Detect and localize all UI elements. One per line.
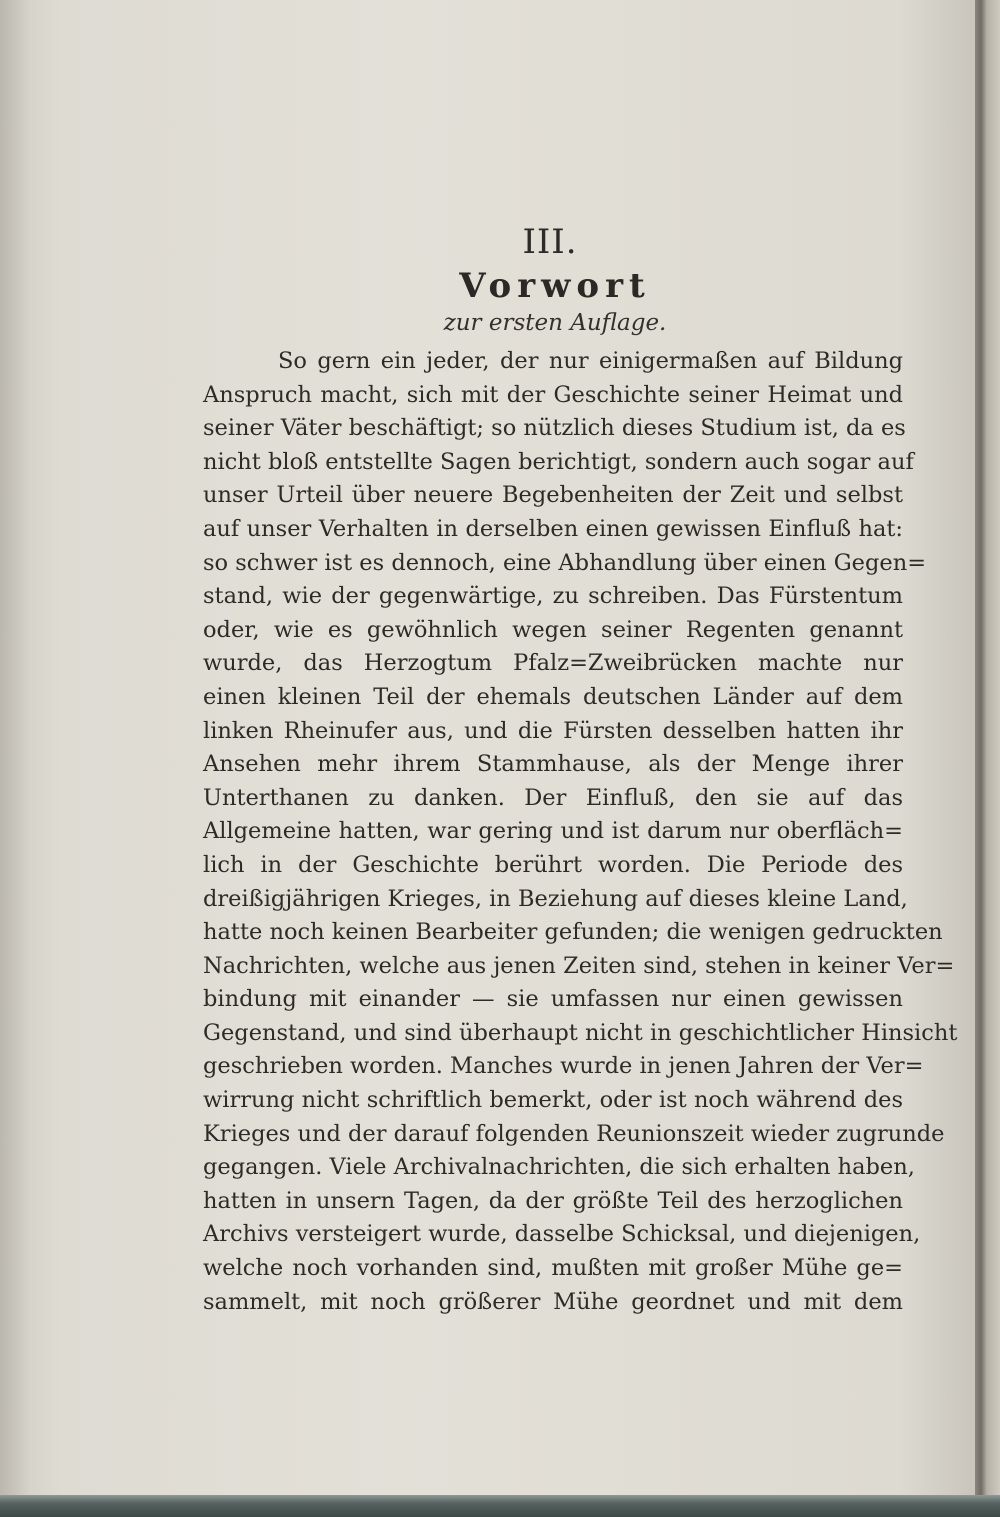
book-spine <box>975 0 1000 1517</box>
chapter-number: III. <box>522 222 578 262</box>
text-line: hatte noch keinen Bearbeiter gefunden; die wenigen gedruckten <box>203 919 943 946</box>
text-line: Ansehen mehr ihrem Stammhause, als der Menge ihrer <box>203 751 903 778</box>
text-line: Archivs versteigert wurde, dasselbe Schicksal, und diejenigen, <box>203 1221 921 1248</box>
book-cover-edge <box>0 1495 1000 1517</box>
text-line: stand, wie der gegenwärtige, zu schreiben. Das Fürstentum <box>203 583 903 610</box>
text-line: so schwer ist es dennoch, eine Abhandlung über einen Gegen= <box>203 549 927 576</box>
text-line: linken Rheinufer aus, und die Fürsten desselben hatten ihr <box>203 717 903 744</box>
text-line: sammelt, mit noch größerer Mühe geordnet und mit dem <box>203 1288 903 1315</box>
text-line: bindung mit einander — sie umfassen nur einen gewissen <box>203 986 903 1013</box>
text-line: oder, wie es gewöhnlich wegen seiner Regenten genannt <box>203 616 903 643</box>
body-paragraph <box>203 345 958 1319</box>
text-line: wirrung nicht schriftlich bemerkt, oder ist noch während des <box>203 1087 903 1114</box>
text-line: Nachrichten, welche aus jenen Zeiten sind, stehen in keiner Ver= <box>203 952 955 979</box>
text-line: So gern ein jeder, der nur einigermaßen auf Bildung <box>278 348 903 374</box>
text-line: Allgemeine hatten, war gering und ist darum nur oberfläch= <box>203 818 903 845</box>
text-line: dreißigjährigen Krieges, in Beziehung auf dieses kleine Land, <box>203 885 908 912</box>
text-line: geschrieben worden. Manches wurde in jenen Jahren der Ver= <box>203 1053 924 1080</box>
text-line: wurde, das Herzogtum Pfalz=Zweibrücken machte nur <box>203 650 903 677</box>
text-line: gegangen. Viele Archivalnachrichten, die sich erhalten haben, <box>203 1154 915 1181</box>
text-line: Krieges und der darauf folgenden Reunionszeit wieder zugrunde <box>203 1120 945 1147</box>
text-line: Gegenstand, und sind überhaupt nicht in geschichtlicher Hinsicht <box>203 1019 958 1046</box>
text-line: hatten in unsern Tagen, da der größte Teil des herzoglichen <box>203 1187 903 1214</box>
text-line: unser Urteil über neuere Begebenheiten der Zeit und selbst <box>203 482 903 509</box>
text-line: nicht bloß entstellte Sagen berichtigt, sondern auch sogar auf <box>203 448 914 475</box>
text-line: einen kleinen Teil der ehemals deutschen Länder auf dem <box>203 683 903 710</box>
text-line: seiner Väter beschäftigt; so nützlich dieses Studium ist, da es <box>203 415 906 442</box>
text-line: lich in der Geschichte berührt worden. Die Periode des <box>203 851 903 878</box>
chapter-title: Vorwort <box>459 266 651 306</box>
chapter-subtitle: zur ersten Auflage. <box>443 310 667 336</box>
text-line: Anspruch macht, sich mit der Geschichte seiner Heimat und <box>203 381 903 408</box>
text-line: welche noch vorhanden sind, mußten mit großer Mühe ge= <box>203 1255 903 1282</box>
text-line: Unterthanen zu danken. Der Einfluß, den sie auf das <box>203 784 903 811</box>
text-line: auf unser Verhalten in derselben einen gewissen Einfluß hat: <box>203 515 903 542</box>
